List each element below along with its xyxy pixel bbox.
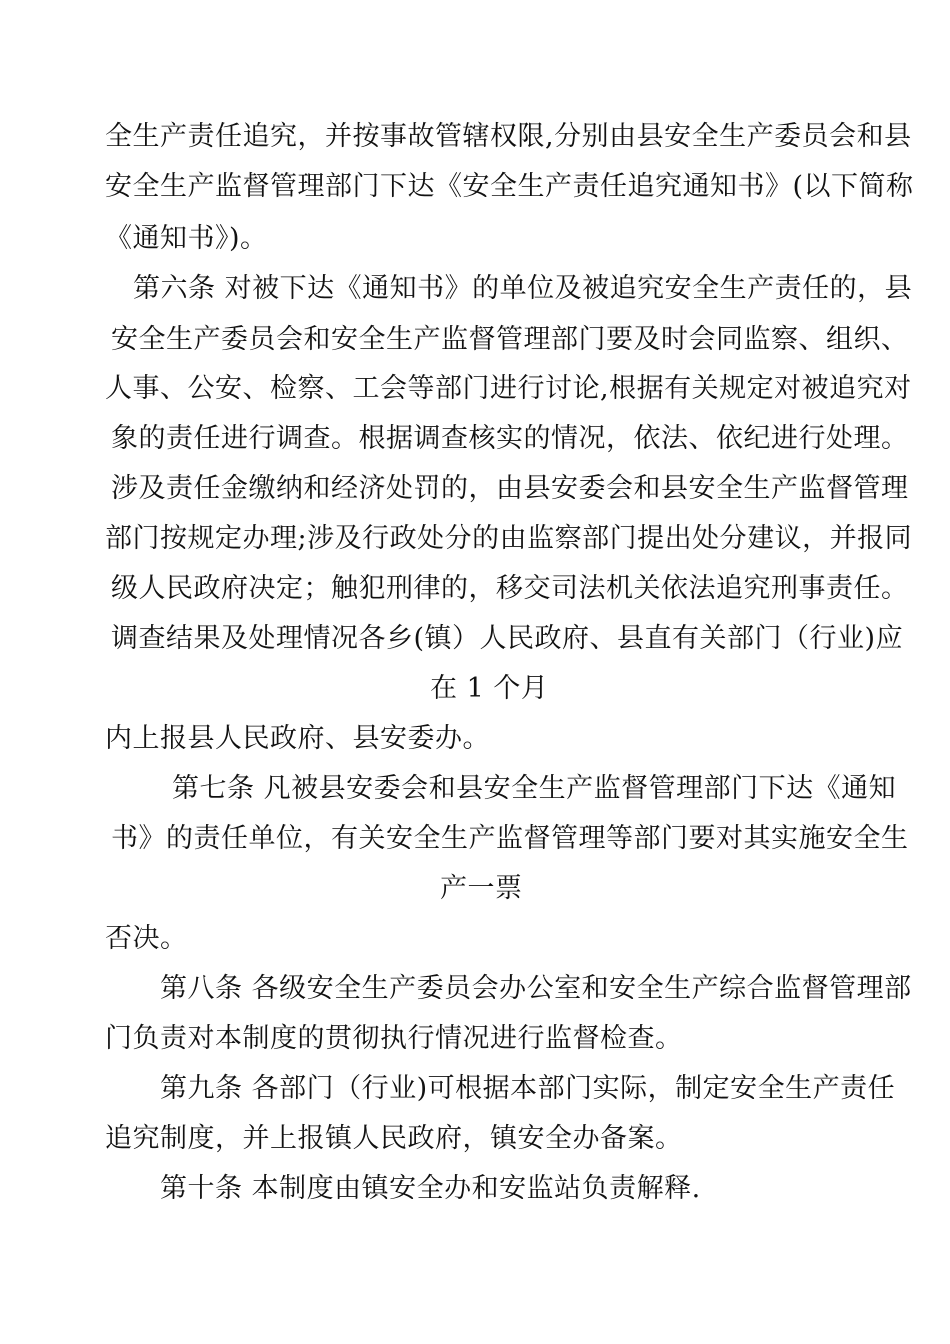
text-line-21: 追究制度，并上报镇人民政府，镇安全办备案。 (105, 1123, 683, 1154)
text-line-3: 《通知书》)。 (105, 223, 268, 254)
text-line-18: 第八条 各级安全生产委员会办公室和安全生产综合监督管理部 (160, 973, 912, 1004)
text-line-19: 门负责对本制度的贯彻执行情况进行监督检查。 (105, 1023, 683, 1054)
text-line-5: 安全生产委员会和安全生产监督管理部门要及时会同监察、组织、 (111, 324, 909, 355)
text-line-1: 全生产责任追究，并按事故管辖权限,分别由县安全生产委员会和县 (105, 121, 912, 152)
text-line-8: 涉及责任金缴纳和经济处罚的，由县安委会和县安全生产监督管理 (111, 473, 909, 504)
text-line-15: 书》的责任单位，有关安全生产监督管理等部门要对其实施安全生 (111, 823, 909, 854)
text-line-12: 在 1 个月 (430, 673, 549, 704)
text-line-20: 第九条 各部门（行业)可根据本部门实际，制定安全生产责任 (160, 1073, 896, 1104)
text-line-7: 象的责任进行调查。根据调查核实的情况，依法、依纪进行处理。 (111, 423, 909, 454)
text-line-9: 部门按规定办理;涉及行政处分的由监察部门提出处分建议，并报同 (105, 523, 913, 554)
text-line-11: 调查结果及处理情况各乡(镇）人民政府、县直有关部门（行业)应 (111, 623, 904, 654)
text-line-4: 第六条 对被下达《通知书》的单位及被追究安全生产责任的，县 (133, 273, 913, 304)
text-line-10: 级人民政府决定；触犯刑律的，移交司法机关依法追究刑事责任。 (111, 573, 909, 604)
text-line-17: 否决。 (105, 923, 188, 954)
text-line-2: 安全生产监督管理部门下达《安全生产责任追究通知书》(以下简称 (105, 171, 914, 202)
text-line-14: 第七条 凡被县安委会和县安全生产监督管理部门下达《通知 (172, 773, 897, 804)
text-line-16: 产一票 (440, 873, 523, 904)
text-line-13: 内上报县人民政府、县安委办。 (105, 723, 490, 754)
text-line-6: 人事、公安、检察、工会等部门进行讨论,根据有关规定对被追究对 (105, 373, 912, 404)
text-line-22: 第十条 本制度由镇安全办和安监站负责解释. (160, 1173, 701, 1204)
